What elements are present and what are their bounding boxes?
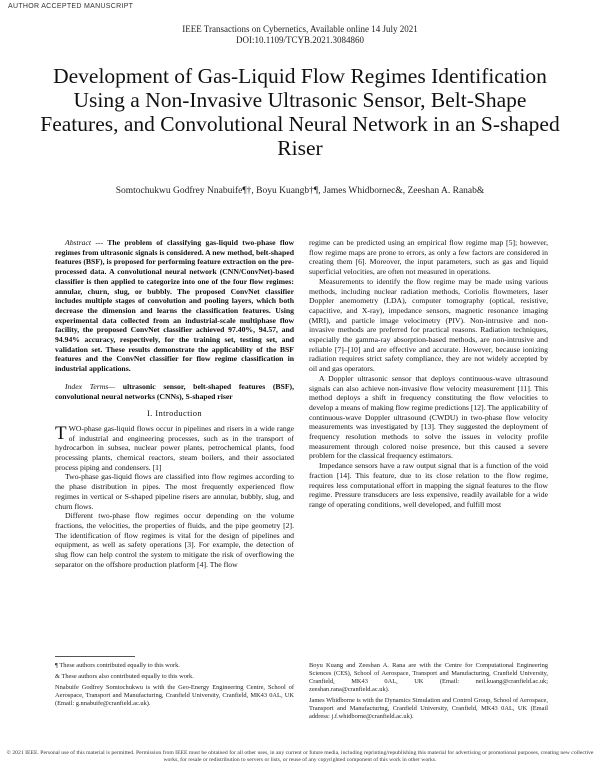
- footnote-affiliation-whidborne: James Whidborne is with the Dynamics Simulation and Control Group, School of Aerospace, Transport and Manufacturing, Cranfield University, Cranfield, MK43 0AL, UK (Email address: j.f.whidborne@cranfield.ac.uk).: [309, 697, 548, 720]
- abstract-body: The problem of classifying gas-liquid two-phase flow regimes from ultrasonic signals is considered. A new method, belt-shaped features (BSF), is proposed for performing feature extraction on the pre-processed data. A convolutional neural network (CNN/ConvNet)-based classifier is then applied to categorize into one of the four flow regimes: annular, churn, slug, or bubbly. The proposed ConvNet classifier includes multiple stages of convolution and pooling layers, which both decrease the dimension and learns the classification features. Using experimental data collected from an industrial-scale multiphase flow facility, the proposed ConvNet classifier achieved 97.40%, 94.57, and 94.94% accuracy, respectively, for the training set, testing set, and validation set. These results demonstrate the applicability of the BSF features and the ConvNet classifier for flow regime classification in industrial applications.: [55, 238, 294, 374]
- right-paragraph-3: A Doppler ultrasonic sensor that deploys continuous-wave ultrasound signals can also achieve non-invasive flow velocity measurement [11]. This method deploys a shift in frequency constituting the flow velocities to develop a means of making flow regime predictions [12]. The applicability of continuous-wave Doppler ultrasound (CWDU) in two-phase flow velocity measurements was investigated by [13]. They suggested the deployment of frequency resolution methods to solve the issues in velocity profile measurement through colored noise presence, but this caused a severe problem for the classical frequency estimators.: [309, 373, 548, 461]
- intro-paragraph-2: Two-phase gas-liquid flows are classified into flow regimes according to the phase distribution in pipes. The most frequently experienced flow regimes in vertical or S-shaped pipeline risers are annular, bubbly, slug, and churn flows.: [55, 472, 294, 511]
- footnote-divider: [55, 656, 135, 657]
- paper-title: Development of Gas-Liquid Flow Regimes Identification Using a Non-Invasive Ultrasonic Sensor, Belt-Shape Features, and Convolutional Neural Network in an S-shaped Riser: [40, 64, 560, 160]
- abstract: [55, 238, 294, 374]
- footnotes-right: [309, 662, 548, 724]
- journal-citation: IEEE Transactions on Cybernetics, Available online 14 July 2021: [182, 24, 418, 34]
- manuscript-banner: AUTHOR ACCEPTED MANUSCRIPT: [8, 3, 134, 10]
- index-terms-body: ultrasonic sensor, belt-shaped features (BSF), convolutional neural networks (CNNs), S-shaped riser: [55, 381, 295, 401]
- footnote-also-equal: & These authors also contributed equally to this work.: [55, 673, 194, 680]
- left-column: [55, 238, 294, 570]
- right-column: [309, 238, 548, 510]
- intro-paragraph-1-text: WO-phase gas-liquid flows occur in pipelines and risers in a wide range of industrial and engineering processes, such as in the transport of hydrocarbon in subsea, nuclear power plants, petrochemical plants, food processing plants, chemical reactors, steam boilers, and their associated process piping and condensers. [1]: [55, 423, 294, 472]
- index-terms-label: Index Terms—: [65, 381, 116, 391]
- footnote-affiliation-kuang-rana: Boyu Kuang and Zeeshan A. Rana are with the Centre for Computational Engineering Sciences (CES), School of Aerospace, Transport and Manufacturing, Cranfield University, Cranfield, MK43 0AL, UK (Email: neil.kuang@cranfield.ac.uk; zeeshan.rana@cranfield.ac.uk).: [309, 662, 548, 693]
- right-paragraph-4: Impedance sensors have a raw output signal that is a function of the void fraction [14]. This feature, due to its close relation to the flow regime, requires less computational effort in mapping the signal features to the flow regime. Pressure transducers are less expensive, readily available for a wide range of operating conditions, well developed, and fulfill most: [309, 461, 548, 509]
- index-terms: [55, 382, 294, 401]
- journal-doi: DOI:10.1109/TCYB.2021.3084860: [236, 35, 364, 45]
- footnote-affiliation-nnabuife: Nnabuife Godfrey Somtochukwu is with the Geo-Energy Engineering Centre, School of Aerospace, Transport and Manufacturing, Cranfield University, Cranfield, MK43 0AL, UK (Email: g.nnabuife@cranfield.ac.uk).: [55, 684, 294, 707]
- author-list: Somtochukwu Godfrey Nnabuife¶†, Boyu Kuangb†¶, James Whidbornec&, Zeeshan A. Ranab&: [115, 186, 485, 196]
- journal-header: [0, 24, 600, 46]
- abstract-label: Abstract ---: [65, 238, 104, 247]
- right-paragraph-1: regime can be predicted using an empirical flow regime map [5]; however, flow regime maps are prone to errors, as only a few factors are considered in creating them [6]. Moreover, the input parameters, such as gas and liquid superficial velocities, are often not measured in operations.: [309, 238, 548, 277]
- intro-paragraph-3: Different two-phase flow regimes occur depending on the volume fractions, the velocities, the properties of fluids, and the pipe geometry [2]. The identification of flow regimes is vital for the design of pipelines and equipment, as well as safety operations [3]. For example, the detection of slug flow can help control the system to mitigate the risk of overflowing the separator on the offshore production platform [4]. The flow: [55, 511, 294, 569]
- right-paragraph-2: Measurements to identify the flow regime may be made using various methods, including nuclear radiation methods, Coriolis flowmeters, laser Doppler anemometry (LDA), computer tomography (optical, resistive, capacitive, and X-ray), impedance sensors, magnetic resonance imaging (MRI), and particle image velocimetry (PIV). Non-intrusive and non-invasive methods are preferred for practical reasons. Radiation techniques, especially the gamma-ray absorption-based methods, are non-intrusive and reliable [7]–[10] and are effective and accurate. However, because ionizing radiation requires strict safety compliance, they are not widely accepted by oil and gas operators.: [309, 276, 548, 374]
- drop-cap: T: [55, 422, 67, 444]
- intro-paragraph-1: [55, 424, 294, 473]
- footnotes-left: [55, 662, 294, 711]
- footnote-equal-contribution: ¶ These authors contributed equally to this work.: [55, 662, 180, 669]
- section-heading-introduction: I. Introduction: [146, 408, 203, 419]
- copyright-notice: © 2021 IEEE. Personal use of this material is permitted. Permission from IEEE must be obtained for all other uses, in any current or future media, including reprinting/republishing this material for advertising or promotional purposes, creating new collective works, for resale or redistribution to servers or lists, or reuse of any copyrighted component of this work in other works.: [6, 750, 594, 763]
